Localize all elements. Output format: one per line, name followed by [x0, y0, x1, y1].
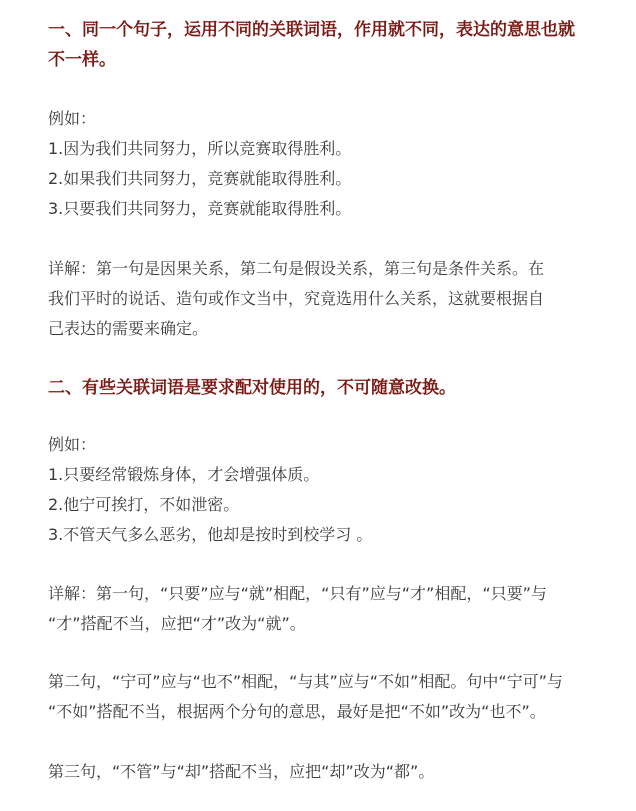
section2-explanation1-line1: 详解：第一句，“只要”应与“就”相配，“只有”应与“才”相配，“只要”与: [48, 584, 547, 603]
section2-example-3: 3.不管天气多么恶劣，他却是按时到校学习 。: [48, 525, 373, 544]
section2-explanation2-line2: “不如”搭配不当，根据两个分句的意思，最好是把“不如”改为“也不”。: [48, 702, 546, 721]
section1-explanation-line2: 我们平时的说话、造句或作文当中，究竟选用什么关系，这就要根据自: [48, 289, 545, 308]
section1-explanation-line3: 己表达的需要来确定。: [48, 319, 209, 338]
section2-explanation3: 第三句，“不管”与“却”搭配不当，应把“却”改为“都”。: [48, 762, 435, 781]
section1-example-1: 1.因为我们共同努力，所以竞赛取得胜利。: [48, 139, 352, 158]
section1-heading-line2: 不一样。: [48, 50, 116, 70]
section2-example-2: 2.他宁可挨打，不如泄密。: [48, 495, 240, 514]
section2-example-1: 1.只要经常锻炼身体，才会增强体质。: [48, 465, 320, 484]
section1-heading-line1: 一、同一个句子，运用不同的关联词语，作用就不同，表达的意思也就: [48, 20, 575, 40]
section2-example-label: 例如：: [48, 435, 97, 454]
section1-example-3: 3.只要我们共同努力，竞赛就能取得胜利。: [48, 199, 352, 218]
section2-explanation1-line2: “才”搭配不当，应把“才”改为“就”。: [48, 614, 306, 633]
section1-example-2: 2.如果我们共同努力，竞赛就能取得胜利。: [48, 169, 352, 188]
section2-explanation2-line1: 第二句，“宁可”应与“也不”相配，“与其”应与“不如”相配。句中“宁可”与: [48, 672, 563, 691]
section1-example-label: 例如：: [48, 109, 97, 128]
section2-heading: 二、有些关联词语是要求配对使用的，不可随意改换。: [48, 378, 456, 398]
section1-explanation-line1: 详解：第一句是因果关系，第二句是假设关系，第三句是条件关系。在: [48, 259, 545, 278]
